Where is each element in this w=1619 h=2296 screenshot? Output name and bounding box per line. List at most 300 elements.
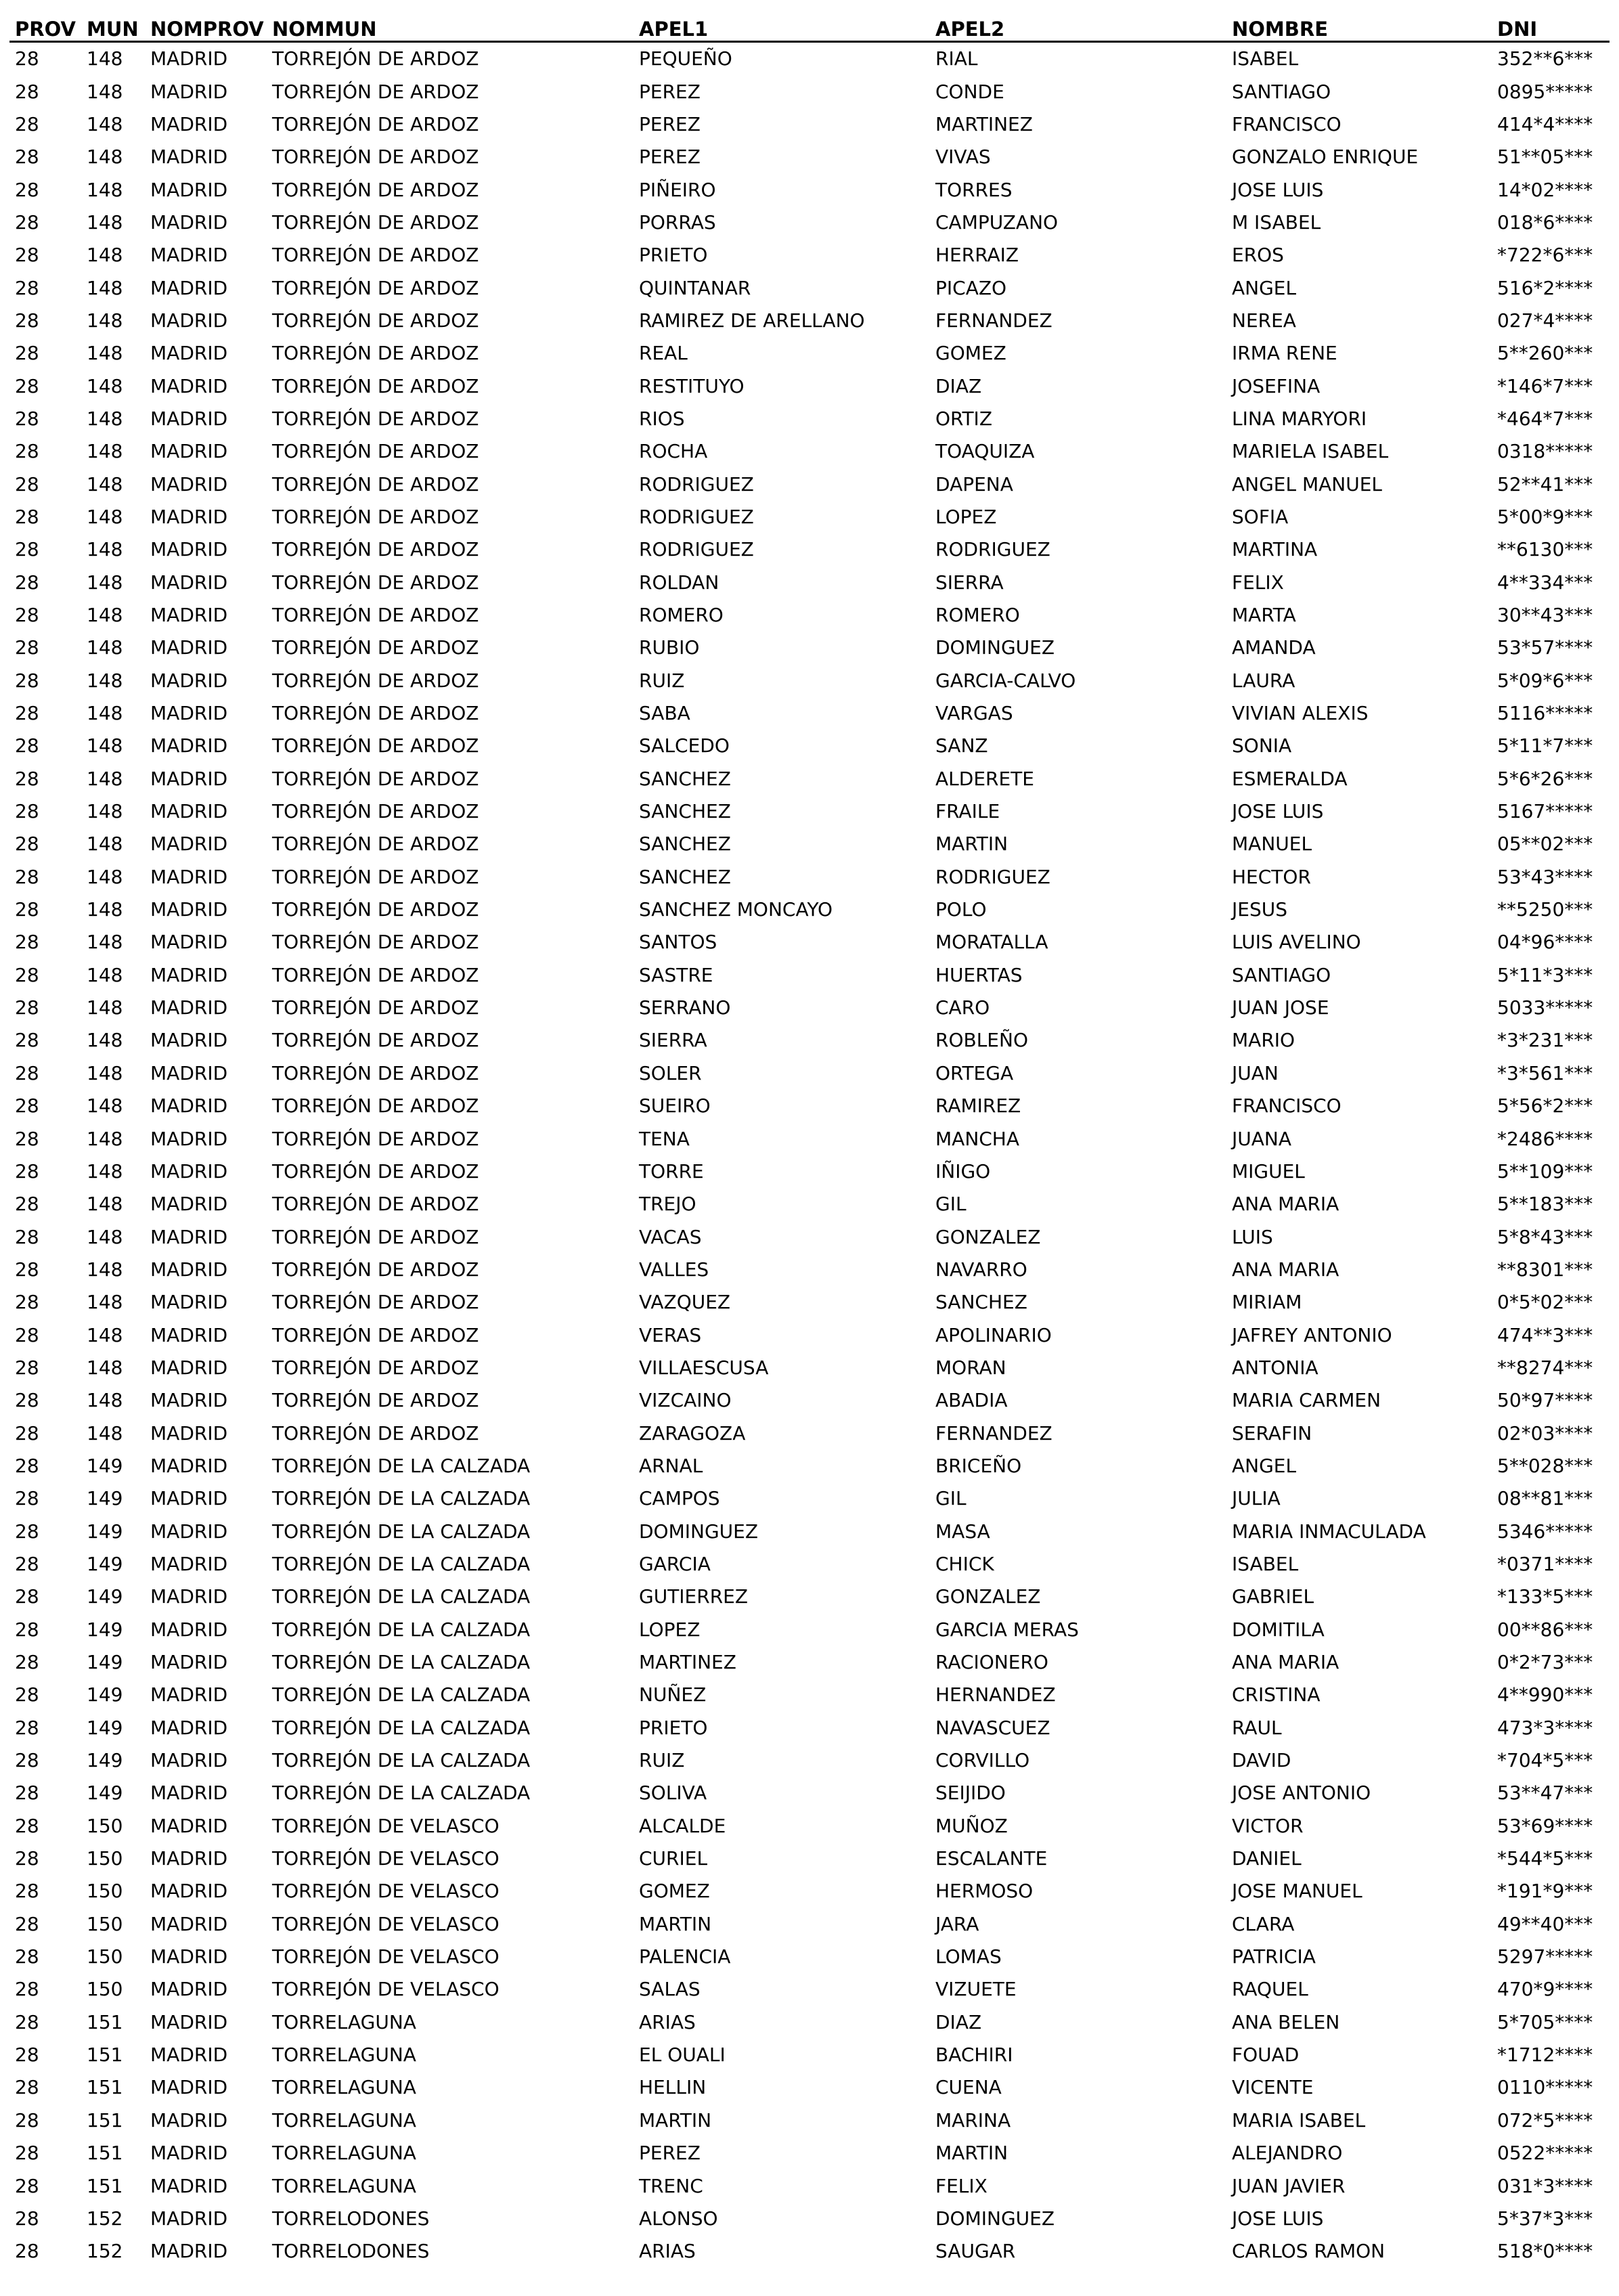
cell-prov: 28 [15, 1323, 39, 1346]
cell-prov: 28 [15, 767, 39, 790]
cell-nommun: TORREJÓN DE ARDOZ [272, 244, 479, 267]
cell-apel2: DIAZ [935, 2010, 982, 2033]
cell-mun: 148 [87, 309, 123, 332]
cell-nombre: RAQUEL [1232, 1978, 1308, 2001]
cell-nommun: TORREJÓN DE ARDOZ [272, 211, 479, 234]
cell-apel2: ABADIA [935, 1389, 1008, 1412]
cell-apel2: ESCALANTE [935, 1847, 1048, 1870]
cell-apel1: RODRIGUEZ [639, 538, 754, 561]
cell-nomprov: MADRID [150, 1095, 228, 1118]
cell-dni: 5*705**** [1497, 2010, 1593, 2033]
cell-apel1: SASTRE [639, 963, 713, 986]
cell-apel1: SUEIRO [639, 1095, 711, 1118]
cell-nommun: TORREJÓN DE ARDOZ [272, 865, 479, 888]
cell-apel2: GOMEZ [935, 342, 1006, 365]
cell-mun: 148 [87, 211, 123, 234]
cell-dni: 352**6*** [1497, 47, 1593, 70]
cell-nomprov: MADRID [150, 112, 228, 135]
cell-apel1: LOPEZ [639, 1618, 701, 1641]
cell-nomprov: MADRID [150, 931, 228, 954]
header-apel1: APEL1 [634, 9, 930, 42]
table-row [9, 1646, 1610, 1679]
cell-apel1: PEREZ [639, 2142, 701, 2165]
cell-nomprov: MADRID [150, 211, 228, 234]
cell-apel2: MANCHA [935, 1127, 1020, 1150]
cell-dni: 5*37*3*** [1497, 2207, 1593, 2230]
cell-nommun: TORRELAGUNA [272, 2174, 416, 2197]
cell-apel2: RACIONERO [935, 1651, 1048, 1674]
cell-apel1: MARTINEZ [639, 1651, 736, 1674]
cell-apel1: TREJO [639, 1193, 696, 1216]
cell-apel1: PEQUEÑO [639, 47, 732, 70]
cell-nommun: TORREJÓN DE ARDOZ [272, 734, 479, 757]
cell-dni: 0318***** [1497, 440, 1593, 463]
cell-mun: 148 [87, 374, 123, 397]
cell-nombre: JOSE LUIS [1232, 2207, 1324, 2230]
cell-apel2: GONZALEZ [935, 1225, 1041, 1248]
cell-nomprov: MADRID [150, 996, 228, 1019]
cell-apel2: GARCIA MERAS [935, 1618, 1079, 1641]
cell-apel2: NAVARRO [935, 1258, 1027, 1281]
cell-nombre: JULIA [1232, 1487, 1281, 1510]
cell-apel1: CURIEL [639, 1847, 708, 1870]
cell-dni: *0371**** [1497, 1552, 1593, 1575]
header-prov: PROV [9, 9, 81, 42]
cell-dni: 53*57**** [1497, 636, 1593, 659]
cell-prov: 28 [15, 1454, 39, 1477]
cell-dni: **5250*** [1497, 898, 1593, 921]
cell-apel1: SIERRA [639, 1029, 707, 1052]
cell-dni: 53*69**** [1497, 1814, 1593, 1837]
cell-prov: 28 [15, 505, 39, 528]
cell-mun: 149 [87, 1782, 123, 1805]
cell-nombre: MARIELA ISABEL [1232, 440, 1389, 463]
cell-prov: 28 [15, 1127, 39, 1150]
cell-nommun: TORREJÓN DE ARDOZ [272, 146, 479, 169]
cell-apel1: SANTOS [639, 931, 717, 954]
cell-mun: 149 [87, 1749, 123, 1772]
cell-dni: 52**41*** [1497, 472, 1593, 495]
table-row [9, 599, 1610, 632]
cell-prov: 28 [15, 1389, 39, 1412]
cell-mun: 149 [87, 1585, 123, 1608]
cell-nommun: TORREJÓN DE LA CALZADA [272, 1454, 531, 1477]
cell-dni: *133*5*** [1497, 1585, 1593, 1608]
cell-mun: 148 [87, 898, 123, 921]
cell-apel2: TORRES [935, 178, 1013, 201]
cell-prov: 28 [15, 1193, 39, 1216]
cell-nommun: TORREJÓN DE ARDOZ [272, 80, 479, 103]
table-row [9, 1679, 1610, 1711]
cell-apel1: VALLES [639, 1258, 709, 1281]
cell-apel1: ROLDAN [639, 571, 719, 594]
cell-apel1: RUIZ [639, 669, 685, 692]
cell-mun: 151 [87, 2109, 123, 2132]
table-row [9, 1515, 1610, 1547]
cell-apel2: SIERRA [935, 571, 1004, 594]
cell-mun: 148 [87, 244, 123, 267]
cell-prov: 28 [15, 996, 39, 1019]
cell-dni: 5**028*** [1497, 1454, 1593, 1477]
cell-prov: 28 [15, 604, 39, 627]
cell-nombre: JOSE MANUEL [1232, 1880, 1362, 1903]
cell-mun: 148 [87, 571, 123, 594]
cell-dni: *191*9*** [1497, 1880, 1593, 1903]
cell-apel1: SANCHEZ [639, 767, 731, 790]
cell-apel1: QUINTANAR [639, 276, 751, 299]
cell-nommun: TORREJÓN DE LA CALZADA [272, 1716, 531, 1739]
cell-mun: 148 [87, 1258, 123, 1281]
cell-dni: 53*43**** [1497, 865, 1593, 888]
cell-nommun: TORREJÓN DE ARDOZ [272, 538, 479, 561]
cell-dni: 518*0**** [1497, 2240, 1593, 2263]
table-row [9, 1875, 1610, 1907]
table-row [9, 697, 1610, 730]
header-apel2: APEL2 [930, 9, 1226, 42]
cell-prov: 28 [15, 407, 39, 430]
cell-nombre: MARIA ISABEL [1232, 2109, 1366, 2132]
cell-apel2: DOMINGUEZ [935, 636, 1055, 659]
cell-nommun: TORREJÓN DE ARDOZ [272, 1258, 479, 1281]
table-row [9, 632, 1610, 664]
cell-nommun: TORREJÓN DE ARDOZ [272, 407, 479, 430]
cell-nomprov: MADRID [150, 1716, 228, 1739]
cell-prov: 28 [15, 2174, 39, 2197]
cell-apel2: BACHIRI [935, 2044, 1013, 2067]
cell-nombre: CLARA [1232, 1912, 1295, 1935]
cell-nombre: LUIS AVELINO [1232, 931, 1361, 954]
cell-nombre: FELIX [1232, 571, 1284, 594]
cell-dni: 5*11*7*** [1497, 734, 1593, 757]
cell-apel1: RIOS [639, 407, 685, 430]
cell-prov: 28 [15, 1749, 39, 1772]
cell-nombre: CARLOS RAMON [1232, 2240, 1385, 2263]
cell-nommun: TORREJÓN DE ARDOZ [272, 833, 479, 856]
cell-mun: 150 [87, 1847, 123, 1870]
cell-nomprov: MADRID [150, 865, 228, 888]
cell-nomprov: MADRID [150, 538, 228, 561]
cell-dni: 5*09*6*** [1497, 669, 1593, 692]
cell-nommun: TORREJÓN DE ARDOZ [272, 1389, 479, 1412]
cell-apel1: SERRANO [639, 996, 731, 1019]
cell-apel1: PEREZ [639, 80, 701, 103]
cell-dni: 031*3**** [1497, 2174, 1593, 2197]
cell-prov: 28 [15, 1356, 39, 1379]
table-row [9, 1482, 1610, 1515]
cell-apel1: VERAS [639, 1323, 702, 1346]
cell-nombre: GABRIEL [1232, 1585, 1314, 1608]
cell-apel1: NUÑEZ [639, 1683, 707, 1706]
cell-nommun: TORRELODONES [272, 2240, 430, 2263]
cell-nombre: HECTOR [1232, 865, 1311, 888]
cell-prov: 28 [15, 963, 39, 986]
table-row [9, 1122, 1610, 1155]
cell-prov: 28 [15, 374, 39, 397]
cell-nombre: DOMITILA [1232, 1618, 1325, 1641]
cell-dni: 02*03**** [1497, 1421, 1593, 1444]
table-row [9, 1220, 1610, 1253]
cell-mun: 148 [87, 80, 123, 103]
cell-nommun: TORREJÓN DE ARDOZ [272, 178, 479, 201]
cell-nommun: TORREJÓN DE LA CALZADA [272, 1683, 531, 1706]
cell-mun: 150 [87, 1880, 123, 1903]
cell-prov: 28 [15, 1095, 39, 1118]
cell-nomprov: MADRID [150, 1814, 228, 1837]
cell-nombre: FRANCISCO [1232, 112, 1341, 135]
cell-nombre: MANUEL [1232, 833, 1312, 856]
table-row [9, 1581, 1610, 1613]
cell-prov: 28 [15, 211, 39, 234]
cell-apel1: CAMPOS [639, 1487, 720, 1510]
cell-mun: 152 [87, 2207, 123, 2230]
cell-mun: 148 [87, 669, 123, 692]
cell-mun: 148 [87, 342, 123, 365]
cell-nombre: JUANA [1232, 1127, 1292, 1150]
cell-mun: 148 [87, 734, 123, 757]
table-row [9, 501, 1610, 533]
cell-nomprov: MADRID [150, 2142, 228, 2165]
cell-prov: 28 [15, 734, 39, 757]
cell-mun: 148 [87, 472, 123, 495]
cell-prov: 28 [15, 1225, 39, 1248]
cell-dni: 4**334*** [1497, 571, 1593, 594]
cell-nommun: TORREJÓN DE ARDOZ [272, 112, 479, 135]
cell-dni: *2486**** [1497, 1127, 1593, 1150]
cell-mun: 148 [87, 604, 123, 627]
cell-dni: 5**260*** [1497, 342, 1593, 365]
cell-mun: 148 [87, 636, 123, 659]
cell-nomprov: MADRID [150, 1487, 228, 1510]
cell-dni: 0522***** [1497, 2142, 1593, 2165]
cell-nombre: EROS [1232, 244, 1284, 267]
cell-apel1: PALENCIA [639, 1945, 731, 1968]
cell-nombre: DANIEL [1232, 1847, 1302, 1870]
cell-mun: 149 [87, 1552, 123, 1575]
cell-nombre: SANTIAGO [1232, 963, 1331, 986]
table-row [9, 2104, 1610, 2137]
cell-apel1: PORRAS [639, 211, 716, 234]
cell-apel2: MASA [935, 1520, 990, 1543]
cell-prov: 28 [15, 1978, 39, 2001]
cell-mun: 148 [87, 1127, 123, 1150]
cell-dni: **8301*** [1497, 1258, 1593, 1281]
cell-mun: 148 [87, 931, 123, 954]
cell-nombre: ESMERALDA [1232, 767, 1348, 790]
cell-nommun: TORREJÓN DE ARDOZ [272, 1356, 479, 1379]
cell-nomprov: MADRID [150, 1520, 228, 1543]
cell-nombre: ANTONIA [1232, 1356, 1318, 1379]
cell-nommun: TORREJÓN DE VELASCO [272, 1945, 500, 1968]
cell-apel1: GARCIA [639, 1552, 711, 1575]
cell-nombre: LAURA [1232, 669, 1295, 692]
cell-nomprov: MADRID [150, 1160, 228, 1183]
cell-nommun: TORREJÓN DE ARDOZ [272, 767, 479, 790]
table-row [9, 1352, 1610, 1384]
table-row [9, 1744, 1610, 1777]
cell-apel1: VAZQUEZ [639, 1291, 731, 1314]
cell-prov: 28 [15, 1618, 39, 1641]
table-row [9, 1548, 1610, 1581]
cell-prov: 28 [15, 1160, 39, 1183]
table-row [9, 370, 1610, 402]
table-row [9, 1188, 1610, 1220]
cell-nommun: TORRELODONES [272, 2207, 430, 2230]
cell-nommun: TORREJÓN DE ARDOZ [272, 1323, 479, 1346]
cell-dni: *1712**** [1497, 2044, 1593, 2067]
cell-nommun: TORREJÓN DE ARDOZ [272, 374, 479, 397]
cell-nommun: TORREJÓN DE LA CALZADA [272, 1487, 531, 1510]
cell-nommun: TORREJÓN DE LA CALZADA [272, 1520, 531, 1543]
cell-nombre: IRMA RENE [1232, 342, 1337, 365]
cell-nomprov: MADRID [150, 374, 228, 397]
cell-apel1: TRENC [639, 2174, 703, 2197]
cell-nomprov: MADRID [150, 1683, 228, 1706]
cell-nombre: ANA BELEN [1232, 2010, 1340, 2033]
table-row [9, 1810, 1610, 1842]
cell-nommun: TORRELAGUNA [272, 2010, 416, 2033]
cell-nommun: TORREJÓN DE ARDOZ [272, 1291, 479, 1314]
cell-nommun: TORREJÓN DE ARDOZ [272, 898, 479, 921]
cell-mun: 148 [87, 1160, 123, 1183]
cell-nomprov: MADRID [150, 1225, 228, 1248]
cell-prov: 28 [15, 833, 39, 856]
cell-nomprov: MADRID [150, 571, 228, 594]
cell-mun: 148 [87, 505, 123, 528]
cell-nommun: TORREJÓN DE ARDOZ [272, 931, 479, 954]
cell-apel2: DAPENA [935, 472, 1013, 495]
cell-nomprov: MADRID [150, 309, 228, 332]
cell-nomprov: MADRID [150, 178, 228, 201]
cell-apel2: SEIJIDO [935, 1782, 1006, 1805]
cell-apel1: MARTIN [639, 2109, 712, 2132]
cell-apel2: IÑIGO [935, 1160, 991, 1183]
cell-nombre: VICENTE [1232, 2076, 1314, 2099]
cell-nomprov: MADRID [150, 636, 228, 659]
cell-nommun: TORRELAGUNA [272, 2076, 416, 2099]
cell-nomprov: MADRID [150, 1749, 228, 1772]
cell-apel2: VIZUETE [935, 1978, 1017, 2001]
cell-mun: 148 [87, 538, 123, 561]
cell-apel2: FERNANDEZ [935, 1421, 1052, 1444]
cell-apel1: SABA [639, 702, 690, 725]
cell-apel2: FELIX [935, 2174, 988, 2197]
cell-prov: 28 [15, 2109, 39, 2132]
cell-mun: 148 [87, 833, 123, 856]
cell-nomprov: MADRID [150, 2207, 228, 2230]
cell-apel2: ROBLEÑO [935, 1029, 1028, 1052]
cell-nombre: ANGEL [1232, 1454, 1297, 1477]
cell-apel1: TORRE [639, 1160, 704, 1183]
cell-apel2: TOAQUIZA [935, 440, 1035, 463]
cell-nomprov: MADRID [150, 440, 228, 463]
cell-apel1: RUBIO [639, 636, 700, 659]
cell-prov: 28 [15, 2010, 39, 2033]
header-nombre: NOMBRE [1226, 9, 1492, 42]
cell-apel2: BRICEÑO [935, 1454, 1022, 1477]
cell-mun: 148 [87, 702, 123, 725]
table-row [9, 828, 1610, 860]
cell-nomprov: MADRID [150, 1291, 228, 1314]
cell-apel2: NAVASCUEZ [935, 1716, 1050, 1739]
cell-nomprov: MADRID [150, 1389, 228, 1412]
cell-apel2: HERRAIZ [935, 244, 1019, 267]
cell-dni: 5033***** [1497, 996, 1593, 1019]
cell-apel2: DIAZ [935, 374, 982, 397]
cell-mun: 148 [87, 112, 123, 135]
cell-nombre: SOFIA [1232, 505, 1289, 528]
cell-nommun: TORREJÓN DE LA CALZADA [272, 1749, 531, 1772]
cell-prov: 28 [15, 865, 39, 888]
cell-prov: 28 [15, 669, 39, 692]
cell-mun: 148 [87, 996, 123, 1019]
cell-mun: 148 [87, 1193, 123, 1216]
cell-mun: 151 [87, 2044, 123, 2067]
cell-apel2: CHICK [935, 1552, 994, 1575]
cell-prov: 28 [15, 112, 39, 135]
cell-apel2: CUENA [935, 2076, 1002, 2099]
table-row [9, 1286, 1610, 1319]
cell-nombre: MARTA [1232, 604, 1296, 627]
cell-prov: 28 [15, 636, 39, 659]
cell-mun: 150 [87, 1978, 123, 2001]
cell-prov: 28 [15, 1291, 39, 1314]
table-row [9, 2006, 1610, 2039]
cell-nomprov: MADRID [150, 963, 228, 986]
table-row [9, 533, 1610, 566]
table-row [9, 1090, 1610, 1122]
cell-nommun: TORREJÓN DE ARDOZ [272, 440, 479, 463]
cell-apel2: MORATALLA [935, 931, 1048, 954]
cell-dni: 08**81*** [1497, 1487, 1593, 1510]
cell-nommun: TORREJÓN DE ARDOZ [272, 276, 479, 299]
cell-apel2: SANZ [935, 734, 988, 757]
cell-nomprov: MADRID [150, 244, 228, 267]
cell-nombre: FOUAD [1232, 2044, 1300, 2067]
table-row [9, 1614, 1610, 1646]
cell-nommun: TORREJÓN DE LA CALZADA [272, 1618, 531, 1641]
cell-prov: 28 [15, 1847, 39, 1870]
cell-mun: 148 [87, 865, 123, 888]
cell-prov: 28 [15, 2076, 39, 2099]
cell-nombre: JOSE ANTONIO [1232, 1782, 1371, 1805]
cell-nomprov: MADRID [150, 2174, 228, 2197]
cell-apel1: ARNAL [639, 1454, 703, 1477]
cell-nombre: JUAN JAVIER [1232, 2174, 1346, 2197]
cell-dni: 04*96**** [1497, 931, 1593, 954]
cell-prov: 28 [15, 1880, 39, 1903]
cell-apel1: RODRIGUEZ [639, 472, 754, 495]
header-mun: MUN [81, 9, 145, 42]
cell-prov: 28 [15, 1258, 39, 1281]
cell-mun: 151 [87, 2142, 123, 2165]
cell-mun: 150 [87, 1912, 123, 1935]
cell-apel1: TENA [639, 1127, 690, 1150]
cell-apel1: VILLAESCUSA [639, 1356, 769, 1379]
cell-prov: 28 [15, 178, 39, 201]
cell-apel2: HERMOSO [935, 1880, 1034, 1903]
cell-dni: 5346***** [1497, 1520, 1593, 1543]
cell-mun: 148 [87, 963, 123, 986]
cell-prov: 28 [15, 1814, 39, 1837]
cell-apel1: PEREZ [639, 112, 701, 135]
cell-apel2: CONDE [935, 80, 1004, 103]
cell-prov: 28 [15, 1716, 39, 1739]
cell-nombre: LUIS [1232, 1225, 1273, 1248]
cell-apel2: MARINA [935, 2109, 1011, 2132]
cell-prov: 28 [15, 1552, 39, 1575]
cell-apel2: LOMAS [935, 1945, 1002, 1968]
cell-nomprov: MADRID [150, 1978, 228, 2001]
